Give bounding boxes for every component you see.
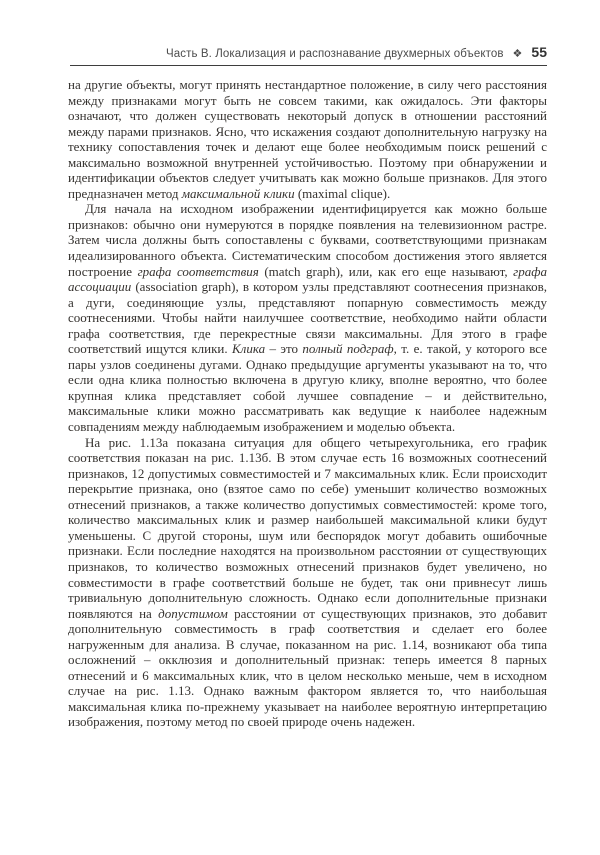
paragraph: На рис. 1.13а показана ситуация для общего четырехугольника, его график соответствия показан на рис. 1.13б. В этом случае есть 16 возможных соотнесений признаков, 12 допустимых совместимостей и 7 максимальных клик. Если происходит перекрытие признака, оно (взятое само по себе) уменьшит количество возможных отнесений признаков, а также количество допустимых совместимостей: кроме того, количество максимальных клик и размер наибольшей максимальной клики будут уменьшены. С другой стороны, шум или беспорядок могут добавить ошибочные признаки. Если последние находятся на произвольном расстоянии от существующих признаков, то количество возможных отнесений признаков будет увеличено, но совместимости в графе соответствий больше не будет, так они привнесут лишь тривиальную дополнительную сложность. Однако если дополнительные признаки появляются на допустимом расстоянии от существующих признаков, это добавит дополнительную совместимость в граф соответствия и сделает его более нагруженным для анализа. В случае, показанном на рис. 1.14, возникают оба типа осложнений – окклюзия и дополнительный признак: теперь имеется 8 парных отнесений и 6 максимальных клик, что в целом несколько меньше, чем в исходном случае на рис. 1.13. Однако важным фактором является то, что наибольшая максимальная клика по-прежнему указывает на наиболее вероятную интерпретацию изображения, поэтому метод по своей природе очень надежен. <box>68 434 547 730</box>
running-title: Часть В. Локализация и распознавание двухмерных объектов <box>166 48 504 60</box>
paragraph: на другие объекты, могут принять нестандартное положение, в силу чего расстояния между признаками могут быть не совсем такими, как ожидалось. Эти факторы означают, что должен существовать некоторый допуск в отношении расстояний между парами признаков. Ясно, что искажения создают дополнительную нагрузку на технику сопоставления точек и делают еще более необходимым поиск решений с максимально возможной внутренней устойчивостью. Поэтому при обнаружении и идентификации объектов следует учитывать как можно больше признаков. Для этого предназначен метод максимальной клики (maximal clique). <box>68 77 547 201</box>
page-text <box>68 77 547 730</box>
ornament-icon: ❖ <box>512 47 523 60</box>
page-number: 55 <box>531 44 547 60</box>
page-header <box>70 44 547 66</box>
paragraph: Для начала на исходном изображении идентифицируется как можно больше признаков: обычно они нумеруются в порядке появления на телевизионном растре. Затем числа должны быть сопоставлены с буквами, соответствующими признакам идеализированного объекта. Систематическим способом достижения этого является построение графа соответствия (match graph), или, как его еще называют, графа ассоциации (association graph), в котором узлы представляют соотнесения признаков, а дуги, соединяющие узлы, представляют попарную совместимость между соотнесениями. Чтобы найти наилучшее соответствие, необходимо найти области графа соответствия, где перекрестные связи максимальны. Для этого в графе соответствий ищутся клики. Клика – это полный подграф, т. е. такой, у которого все пары узлов соединены дугами. Однако предыдущие аргументы указывают на то, что если одна клика полностью включена в другую клику, вполне вероятно, что более крупная клика представляет собой лучшее совпадение – и действительно, максимальные клики можно рассматривать как ведущие к наиболее надежным совпадениям между наблюдаемым изображением и моделью объекта. <box>68 201 547 435</box>
